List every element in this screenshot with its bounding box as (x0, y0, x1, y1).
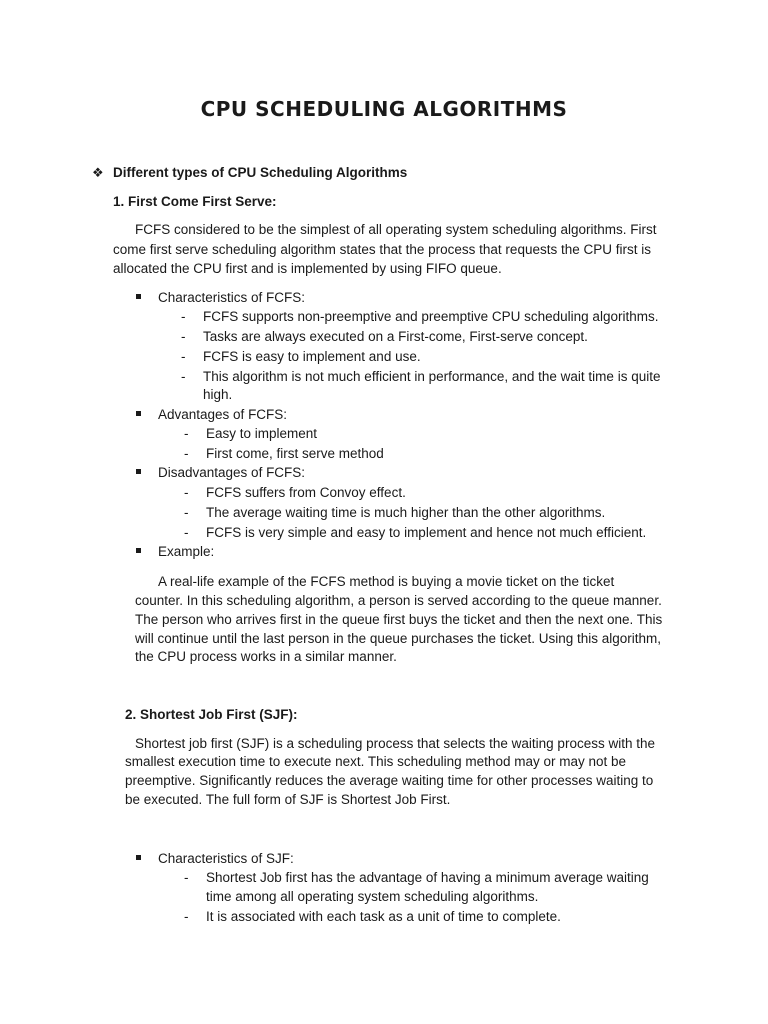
fcfs-characteristic-item: FCFS supports non-preemptive and preemptive CPU scheduling algorithms. (203, 309, 659, 324)
sjf-paragraph-line: Shortest job first (SJF) is a scheduling process that selects the waiting process with the (135, 736, 655, 751)
fcfs-example-line: counter. In this scheduling algorithm, a person is served according to the queue manner. (135, 593, 662, 608)
fcfs-heading: 1. First Come First Serve: (113, 194, 277, 209)
fcfs-characteristic-item: Tasks are always executed on a First-come, First-serve concept. (203, 329, 588, 344)
dash-bullet-icon: - (184, 426, 189, 441)
fcfs-paragraph-line: come first serve scheduling algorithm states that the process that requests the CPU first is (113, 242, 651, 257)
dash-bullet-icon: - (184, 446, 189, 461)
dash-bullet-icon: - (184, 485, 189, 500)
sjf-paragraph-line: be executed. The full form of SJF is Shortest Job First. (125, 792, 451, 807)
section-intro-heading: Different types of CPU Scheduling Algorithms (113, 165, 408, 180)
sjf-heading: 2. Shortest Job First (SJF): (125, 707, 298, 722)
diamond-bullet-icon: ❖ (92, 165, 104, 180)
sjf-paragraph-line: smallest execution time to execute next. This scheduling method may or may not be (125, 754, 627, 769)
dash-bullet-icon: - (184, 525, 189, 540)
fcfs-example-line: The person who arrives first in the queue first buys the ticket and then the next one. This (135, 612, 663, 627)
sjf-paragraph-line: preemptive. Significantly reduces the average waiting time for other processes waiting to (125, 773, 654, 788)
fcfs-characteristic-item: FCFS is easy to implement and use. (203, 349, 421, 364)
fcfs-characteristics-label: Characteristics of FCFS: (158, 290, 306, 305)
dash-bullet-icon: - (181, 309, 186, 324)
fcfs-advantages-label: Advantages of FCFS: (158, 407, 288, 422)
dash-bullet-icon: - (184, 505, 189, 520)
sjf-characteristic-item: It is associated with each task as a unit of time to complete. (206, 909, 561, 924)
square-bullet-icon (136, 548, 141, 553)
fcfs-example-label: Example: (158, 544, 215, 559)
fcfs-example-line: the CPU process works in a similar manner. (135, 649, 397, 664)
dash-bullet-icon: - (184, 909, 189, 924)
fcfs-advantage-item: Easy to implement (206, 426, 318, 441)
fcfs-example-line: A real-life example of the FCFS method is buying a movie ticket on the ticket (158, 574, 615, 589)
fcfs-disadvantage-item: FCFS suffers from Convoy effect. (206, 485, 406, 500)
fcfs-advantage-item: First come, first serve method (206, 446, 384, 461)
fcfs-paragraph-line: FCFS considered to be the simplest of all operating system scheduling algorithms. First (135, 222, 657, 237)
square-bullet-icon (136, 855, 141, 860)
page-title: CPU SCHEDULING ALGORITHMS (200, 97, 568, 121)
dash-bullet-icon: - (181, 349, 186, 364)
sjf-characteristics-label: Characteristics of SJF: (158, 851, 294, 866)
dash-bullet-icon: - (184, 870, 189, 885)
fcfs-characteristic-item: This algorithm is not much efficient in performance, and the wait time is quite (203, 369, 661, 384)
square-bullet-icon (136, 411, 141, 416)
sjf-characteristic-item: time among all operating system scheduling algorithms. (206, 889, 539, 904)
fcfs-characteristic-item: high. (203, 387, 233, 402)
sjf-characteristic-item: Shortest Job first has the advantage of having a minimum average waiting (206, 870, 649, 885)
dash-bullet-icon: - (181, 329, 186, 344)
fcfs-disadvantage-item: FCFS is very simple and easy to implement and hence not much efficient. (206, 525, 647, 540)
fcfs-paragraph-line: allocated the CPU first and is implemented by using FIFO queue. (113, 261, 502, 276)
fcfs-disadvantages-label: Disadvantages of FCFS: (158, 465, 306, 480)
dash-bullet-icon: - (181, 369, 186, 384)
square-bullet-icon (136, 469, 141, 474)
fcfs-disadvantage-item: The average waiting time is much higher than the other algorithms. (206, 505, 606, 520)
fcfs-example-line: will continue until the last person in the queue purchases the ticket. Using this algorithm, (135, 631, 662, 646)
square-bullet-icon (136, 294, 141, 299)
